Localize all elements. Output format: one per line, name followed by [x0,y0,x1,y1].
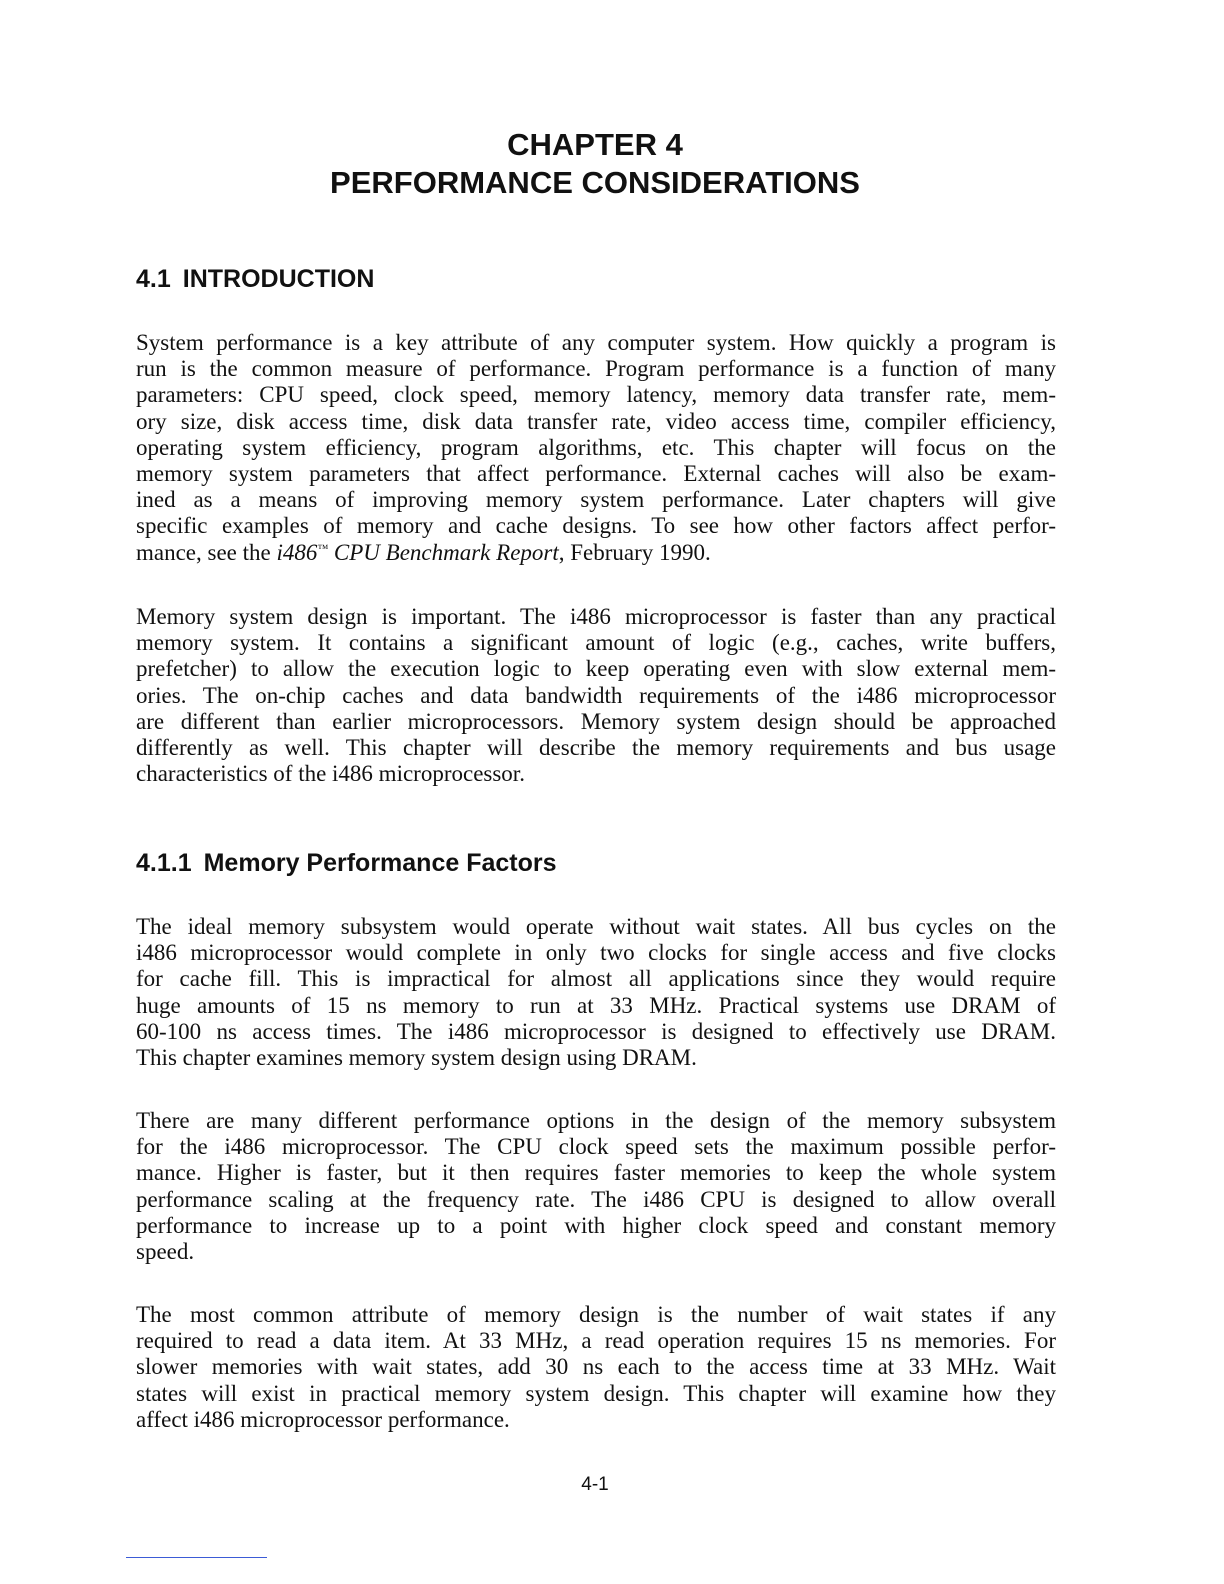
text-line: ory size, disk access time, disk data transfer rate, video access time, compiler efficiency, [136,408,1056,434]
text-line: for the i486 microprocessor. The CPU clock speed sets the maximum possible perfor- [136,1134,1056,1160]
text-line: mance. Higher is faster, but it then requires faster memories to keep the whole system [136,1160,1056,1186]
section-heading-introduction [136,264,374,294]
citation-product: i486 [276,539,318,565]
section-heading-memory-performance-factors [136,848,557,878]
chapter-name: PERFORMANCE CONSIDERATIONS [330,165,860,200]
text-line: memory system parameters that affect performance. External caches will also be exam- [136,461,1056,487]
text-line: speed. [136,1239,195,1265]
text-line: i486 microprocessor would complete in only two clocks for single access and five clocks [136,940,1056,966]
text-line: Memory system design is important. The i486 microprocessor is faster than any practical [136,604,1056,629]
text-line: The ideal memory subsystem would operate without wait states. All bus cycles on the [136,914,1056,939]
text-line: slower memories with wait states, add 30 ns each to the access time at 33 MHz. Wait [136,1354,1056,1380]
text-line [136,540,1056,566]
text-line: ories. The on-chip caches and data bandwidth requirements of the i486 microprocessor [136,682,1056,708]
text-line: required to read a data item. At 33 MHz, a read operation requires 15 ns memories. For [136,1328,1056,1354]
text-line: operating system efficiency, program algorithms, etc. This chapter will focus on the [136,434,1056,460]
text-line: are different than earlier microprocessors. Memory system design should be approached [136,708,1056,734]
text-line: System performance is a key attribute of any computer system. How quickly a program is [136,330,1056,355]
text-line: prefetcher) to allow the execution logic to keep operating even with slow external mem- [136,656,1056,682]
text-line: memory system. It contains a significant amount of logic (e.g., caches, write buffers, [136,630,1056,656]
benchmark-report-citation [276,540,558,565]
paragraph-introduction [136,330,1056,566]
text-line: The most common attribute of memory design is the number of wait states if any [136,1302,1056,1327]
text-line: performance to increase up to a point with higher clock speed and constant memory [136,1212,1056,1238]
text-line: parameters: CPU speed, clock speed, memory latency, memory data transfer rate, mem- [136,382,1056,408]
text-line: specific examples of memory and cache designs. To see how other factors affect perfor- [136,513,1056,539]
citation-title: CPU Benchmark Report [328,539,559,565]
text-line: run is the common measure of performance. Program performance is a function of many [136,356,1056,382]
text-line: 60-100 ns access times. The i486 microprocessor is designed to effectively use DRAM. [136,1018,1056,1044]
text-line: ined as a means of improving memory system performance. Later chapters will give [136,487,1056,513]
footer-rule [126,1557,267,1558]
text-line: performance scaling at the frequency rate. The i486 CPU is designed to allow overall [136,1186,1056,1212]
text-line: affect i486 microprocessor performance. [136,1406,510,1432]
chapter-number: CHAPTER 4 [507,127,683,162]
text-line: differently as well. This chapter will describe the memory requirements and bus usage [136,735,1056,761]
text-line: characteristics of the i486 microprocessor. [136,761,525,787]
paragraph-wait-states [136,1302,1056,1433]
section-title: INTRODUCTION [182,265,375,293]
paragraph-memory-design [136,604,1056,787]
section-number: 4.1 [136,265,171,293]
chapter-title [0,126,1190,202]
text-fragment: , February 1990. [558,539,711,565]
paragraph-ideal-memory [136,914,1056,1071]
text-fragment: mance, see the [136,539,277,565]
section-number: 4.1.1 [136,849,192,877]
text-line: for cache fill. This is impractical for almost all applications since they would require [136,966,1056,992]
page-number: 4-1 [581,1474,609,1495]
paragraph-performance-options [136,1108,1056,1265]
text-line: states will exist in practical memory system design. This chapter will examine how they [136,1380,1056,1406]
text-line: This chapter examines memory system design using DRAM. [136,1045,697,1071]
section-title: Memory Performance Factors [203,849,557,877]
trademark-symbol: ™ [317,542,329,555]
text-line: There are many different performance options in the design of the memory subsystem [136,1108,1056,1133]
text-line: huge amounts of 15 ns memory to run at 33 MHz. Practical systems use DRAM of [136,992,1056,1018]
